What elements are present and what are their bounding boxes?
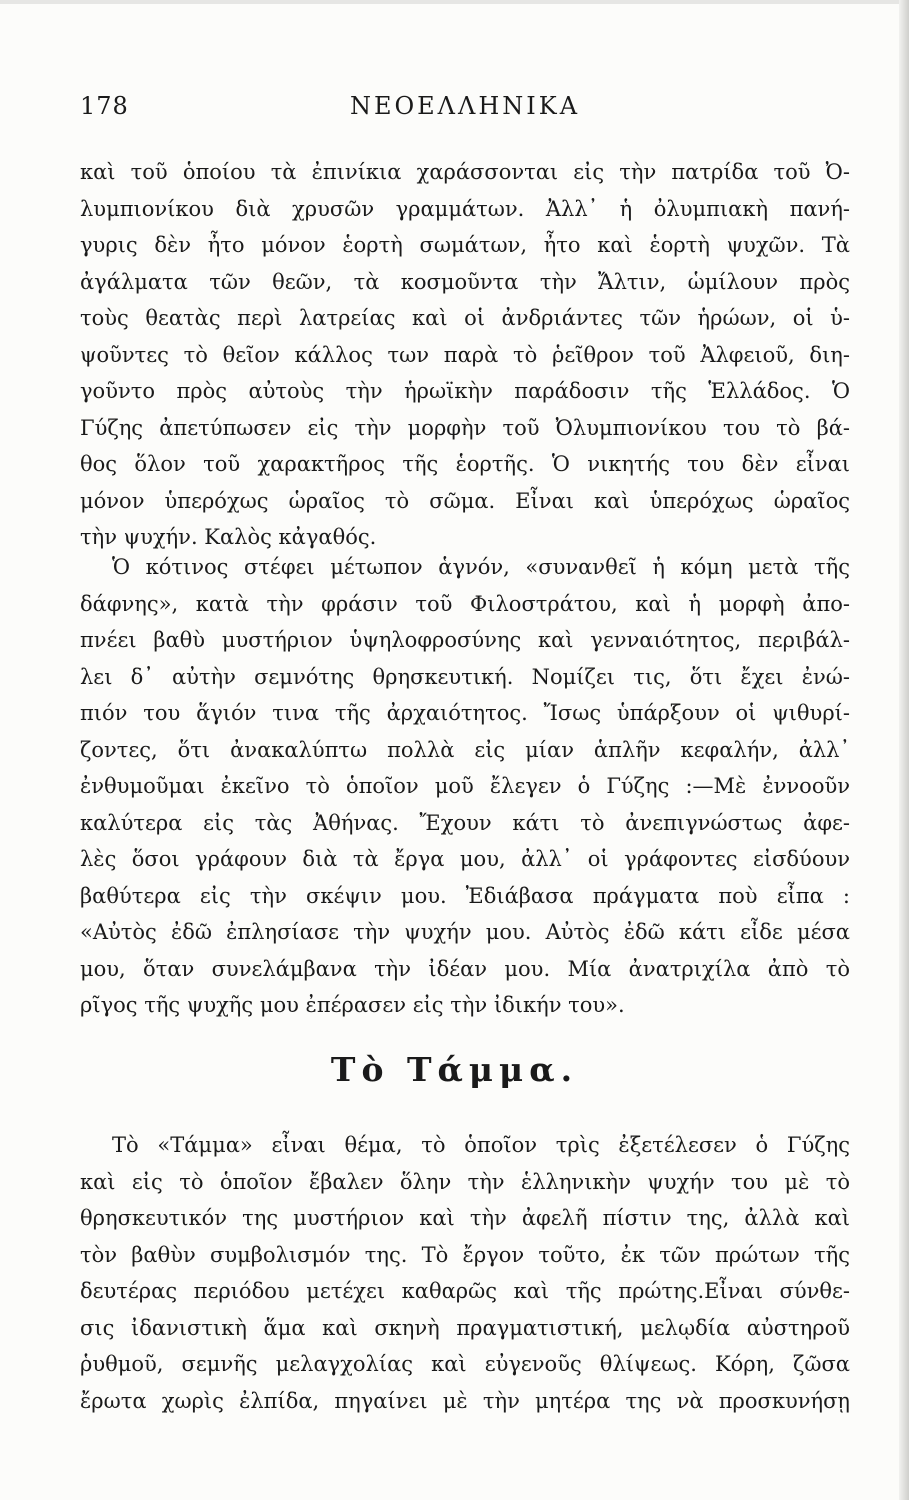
text-line: πιόν του ἅγιόν τινα τῆς ἀρχαιότητος. Ἴσως ὑπάρξουν οἱ ψιθυρί- — [80, 701, 850, 725]
text-line: γυρις δὲν ἦτο μόνον ἑορτὴ σωμάτων, ἦτο καὶ ἑορτὴ ψυχῶν. Τὰ — [80, 233, 850, 257]
text-line: μόνον ὑπερόχως ὡραῖος τὸ σῶμα. Εἶναι καὶ ὑπερόχως ὡραῖος — [80, 488, 850, 513]
text-line: δάφνης», κατὰ τὴν φράσιν τοῦ Φιλοστράτου, καὶ ἡ μορφὴ ἀπο- — [80, 591, 850, 616]
text-line: καλύτερα εἰς τὰς Ἀθήνας. Ἔχουν κάτι τὸ ἀνεπιγνώστως ἀφε- — [80, 810, 850, 835]
text-line: σις ἰδανιστικὴ ἅμα καὶ σκηνὴ πραγματιστική, μελῳδία αὐστηροῦ — [80, 1315, 850, 1340]
text-line: λυμπιονίκου διὰ χρυσῶν γραμμάτων. Ἀλλ᾽ ἡ ὀλυμπιακὴ πανή- — [80, 196, 850, 221]
text-line: «Αὐτὸς ἐδῶ ἐπλησίασε τὴν ψυχήν μου. Αὐτὸς ἐδῶ κάτι εἶδε μέσα — [80, 920, 850, 944]
page-number: 178 — [80, 92, 129, 120]
text-line: ζοντες, ὅτι ἀνακαλύπτω πολλὰ εἰς μίαν ἁπλῆν κεφαλήν, ἀλλ᾽ — [80, 737, 850, 762]
text-line: πνέει βαθὺ μυστήριον ὑψηλοφροσύνης καὶ γενναιότητος, περιβάλ- — [80, 628, 850, 652]
text-line: γοῦντο πρὸς αὐτοὺς τὴν ἡρωϊκὴν παράδοσιν τῆς Ἑλλάδος. Ὁ — [80, 379, 850, 403]
text-line: ψοῦντες τὸ θεῖον κάλλος των παρὰ τὸ ῥεῖθρον τοῦ Ἀλφειοῦ, διη- — [80, 342, 850, 367]
page-top-edge — [0, 0, 909, 4]
text-line: τὴν ψυχήν. Καλὸς κἀγαθός. — [80, 525, 377, 549]
text-line: τοὺς θεατὰς περὶ λατρείας καὶ οἱ ἀνδριάντες τῶν ἡρώων, οἱ ὑ- — [80, 306, 850, 330]
running-head — [80, 92, 850, 124]
text-line: δευτέρας περιόδου μετέχει καθαρῶς καὶ τῆς πρώτης.Εἶναι σύνθε- — [80, 1279, 850, 1303]
text-line: λει δ᾽ αὐτὴν σεμνότης θρησκευτική. Νομίζει τις, ὅτι ἔχει ἐνώ- — [80, 664, 850, 689]
text-line: λὲς ὅσοι γράφουν διὰ τὰ ἔργα μου, ἀλλ᾽ οἱ γράφοντες εἰσδύουν — [80, 847, 850, 871]
section-heading: Τὸ Τάμμα. — [330, 1050, 579, 1089]
paragraph-3 — [80, 1127, 850, 1419]
text-line: θρησκευτικόν της μυστήριον καὶ τὴν ἀφελῆ πίστιν της, ἀλλὰ καὶ — [80, 1206, 850, 1230]
text-line: ῥυθμοῦ, σεμνῆς μελαγχολίας καὶ εὐγενοῦς θλίψεως. Κόρη, ζῶσα — [80, 1352, 850, 1376]
page-right-edge — [899, 0, 909, 1500]
text-line: μου, ὅταν συνελάμβανα τὴν ἰδέαν μου. Μία ἀνατριχίλα ἀπὸ τὸ — [80, 956, 850, 981]
text-line: Τὸ «Τάμμα» εἶναι θέμα, τὸ ὁποῖον τρὶς ἐξετέλεσεν ὁ Γύζης — [112, 1133, 850, 1157]
paragraph-1 — [80, 154, 850, 556]
text-line: Ὁ κότινος στέφει μέτωπον ἁγνόν, «συνανθεῖ ἡ κόμη μετὰ τῆς — [112, 555, 850, 579]
running-title: ΝΕΟΕΛΛΗΝΙΚΑ — [349, 92, 581, 120]
text-line: βαθύτερα εἰς τὴν σκέψιν μου. Ἐδιάβασα πράγματα ποὺ εἶπα : — [80, 883, 850, 908]
text-line: Γύζης ἀπετύπωσεν εἰς τὴν μορφὴν τοῦ Ὀλυμπιονίκου του τὸ βά- — [80, 415, 850, 440]
text-line: καὶ τοῦ ὁποίου τὰ ἐπινίκια χαράσσονται εἰς τὴν πατρίδα τοῦ Ὀ- — [80, 160, 850, 184]
text-line: ἐνθυμοῦμαι ἐκεῖνο τὸ ὁποῖον μοῦ ἔλεγεν ὁ Γύζης :—Μὲ ἐννοοῦν — [80, 774, 850, 798]
text-line: θος ὅλον τοῦ χαρακτῆρος τῆς ἑορτῆς. Ὁ νικητής του δὲν εἶναι — [80, 452, 850, 476]
text-line: τὸν βαθὺν συμβολισμόν της. Τὸ ἔργον τοῦτο, ἐκ τῶν πρώτων τῆς — [80, 1242, 850, 1267]
text-line: ἀγάλματα τῶν θεῶν, τὰ κοσμοῦντα τὴν Ἄλτιν, ὡμίλουν πρὸς — [80, 269, 850, 294]
text-line: ρῖγος τῆς ψυχῆς μου ἐπέρασεν εἰς τὴν ἰδικήν του». — [80, 993, 625, 1017]
text-line: ἔρωτα χωρὶς ἐλπίδα, πηγαίνει μὲ τὴν μητέρα της νὰ προσκυνήσῃ — [80, 1388, 850, 1413]
text-line: καὶ εἰς τὸ ὁποῖον ἔβαλεν ὅλην τὴν ἑλληνικὴν ψυχήν του μὲ τὸ — [80, 1169, 850, 1194]
paragraph-2 — [80, 549, 850, 1024]
